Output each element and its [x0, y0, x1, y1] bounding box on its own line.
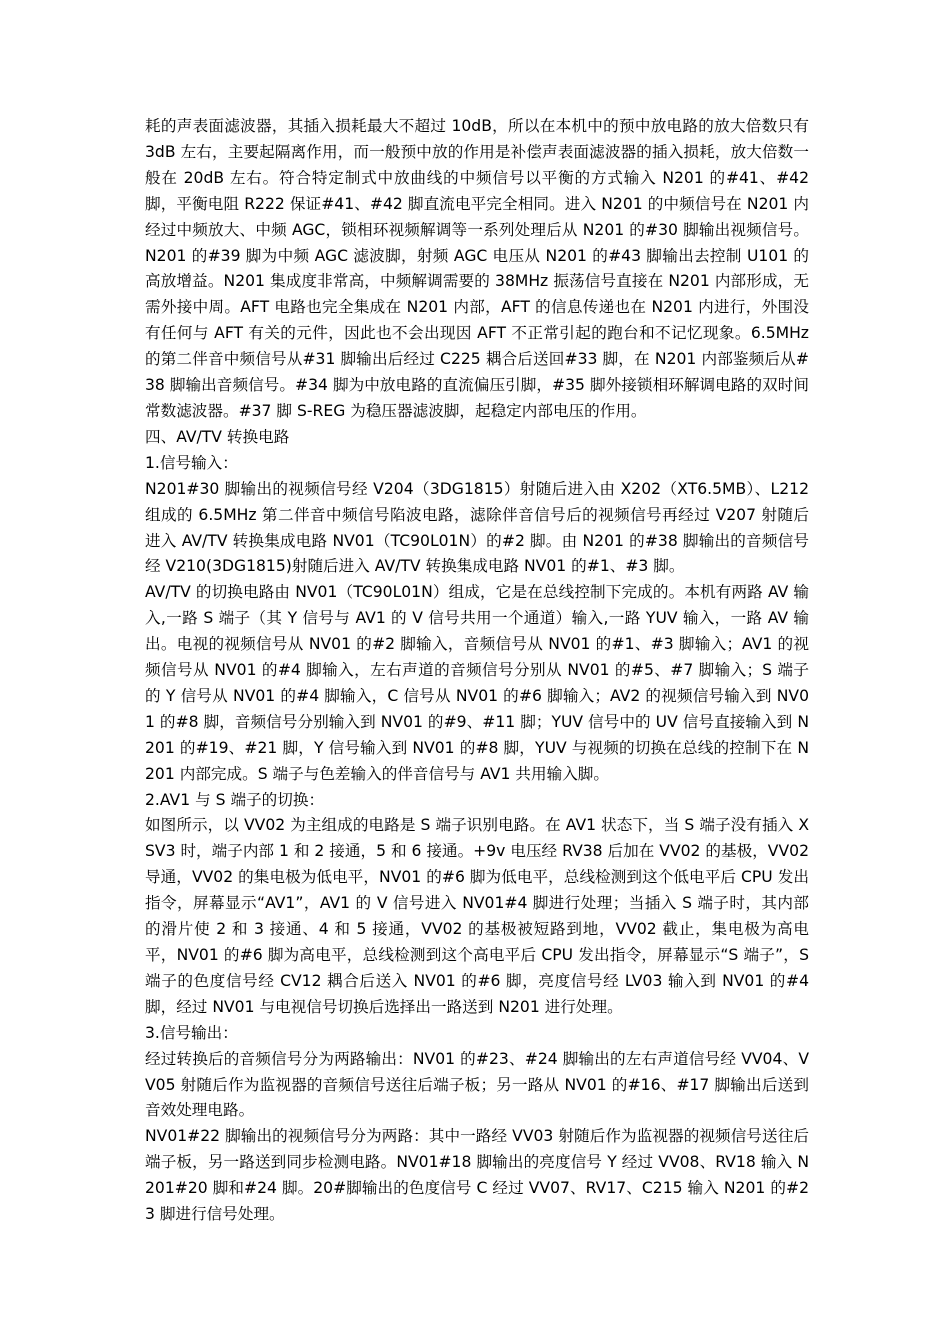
paragraph-video-output: NV01#22 脚输出的视频信号分为两路：其中一路经 VV03 射随后作为监视器的视频信号送往后端子板，另一路送到同步检测电路。NV01#18 脚输出的亮度信号 Y 经过 VV08、RV18 输入 N201#20 脚和#24 脚。20#脚输出的色度信号 C 经过 VV07、RV17、C215 输入 N201 的#23 脚进行信号处理。 [145, 1127, 809, 1224]
paragraph-if-circuit: 耗的声表面滤波器，其插入损耗最大不超过 10dB，所以在本机中的预中放电路的放大倍数只有 3dB 左右，主要起隔离作用，而一般预中放的作用是补偿声表面滤波器的插入损耗，放大倍数一般在 20dB 左右。符合特定制式中放曲线的中频信号以平衡的方式输入 N201 的#41、#42 脚，平衡电阻 R222 保证#41、#42 脚直流电平完全相同。进入 N201 的中频信号在 N201 内经过中频放大、中频 AGC，锁相环视频解调等一系列处理后从 N201 的#30 脚输出视频信号。N201 的#39 脚为中频 AGC 滤波脚，射频 AGC 电压从 N201 的#43 脚输出去控制 U101 的高放增益。N201 集成度非常高，中频解调需要的 38MHz 振荡信号直接在 N201 内部形成，无需外接中周。AFT 电路也完全集成在 N201 内部，AFT 的信息传递也在 N201 内进行，外围没有任何与 AFT 有关的元件，因此也不会出现因 AFT 不正常引起的跑台和不记忆现象。6.5MHz 的第二伴音中频信号从#31 脚输出后经过 C225 耦合后送回#33 脚，在 N201 内部鉴频后从#38 脚输出音频信号。#34 脚为中放电路的直流偏压引脚，#35 脚外接锁相环解调电路的双时间常数滤波器。#37 脚 S-REG 为稳压器滤波脚，起稳定内部电压的作用。 [145, 117, 809, 420]
document-page [145, 114, 809, 1228]
subheading-signal-input: 1.信号输入： [145, 453, 238, 472]
paragraph-s-terminal-detect: 如图所示，以 VV02 为主组成的电路是 S 端子识别电路。在 AV1 状态下，当 S 端子没有插入 XSV3 时，端子内部 1 和 2 接通，5 和 6 接通。+9v 电压经 RV38 后加在 VV02 的基极，VV02 导通，VV02 的集电极为低电平，NV01 的#6 脚为低电平，总线检测到这个低电平后 CPU 发出指令，屏幕显示“AV1”，AV1 的 V 信号进入 NV01#4 脚进行处理；当插入 S 端子时，其内部的滑片使 2 和 3 接通、4 和 5 接通，VV02 的基极被短路到地，VV02 截止，集电极为高电平，NV01 的#6 脚为高电平，总线检测到这个高电平后 CPU 发出指令，屏幕显示“S 端子”，S 端子的色度信号经 CV12 耦合后送入 NV01 的#6 脚，亮度信号经 LV03 输入到 NV01 的#4 脚，经过 NV01 与电视信号切换后选择出一路送到 N201 进行处理。 [145, 816, 809, 1016]
subheading-signal-output: 3.信号输出： [145, 1023, 238, 1042]
section-heading-av-tv: 四、AV/TV 转换电路 [145, 427, 290, 446]
subheading-av1-s-switch: 2.AV1 与 S 端子的切换： [145, 790, 325, 809]
paragraph-audio-output: 经过转换后的音频信号分为两路输出：NV01 的#23、#24 脚输出的左右声道信号经 VV04、VV05 射随后作为监视器的音频信号送往后端子板；另一路从 NV01 的#16、#17 脚输出后送到音效处理电路。 [145, 1049, 809, 1120]
paragraph-av-tv-switch: AV/TV 的切换电路由 NV01（TC90L01N）组成，它是在总线控制下完成的。本机有两路 AV 输入,一路 S 端子（其 Y 信号与 AV1 的 V 信号共用一个通道）输入,一路 YUV 输入，一路 AV 输出。电视的视频信号从 NV01 的#2 脚输入，音频信号从 NV01 的#1、#3 脚输入；AV1 的视频信号从 NV01 的#4 脚输入，左右声道的音频信号分别从 NV01 的#5、#7 脚输入；S 端子的 Y 信号从 NV01 的#4 脚输入，C 信号从 NV01 的#6 脚输入；AV2 的视频信号输入到 NV01 的#8 脚，音频信号分别输入到 NV01 的#9、#11 脚；YUV 信号中的 UV 信号直接输入到 N201 的#19、#21 脚，Y 信号输入到 NV01 的#8 脚，YUV 与视频的切换在总线的控制下在 N201 内部完成。S 端子与色差输入的伴音信号与 AV1 共用输入脚。 [145, 583, 809, 783]
paragraph-video-input: N201#30 脚输出的视频信号经 V204（3DG1815）射随后进入由 X202（XT6.5MB）、L212 组成的 6.5MHz 第二伴音中频信号陷波电路，滤除伴音信号后的视频信号再经过 V207 射随后进入 AV/TV 转换集成电路 NV01（TC90L01N）的#2 脚。由 N201 的#38 脚输出的音频信号经 V210(3DG1815)射随后进入 AV/TV 转换集成电路 NV01 的#1、#3 脚。 [145, 479, 809, 576]
